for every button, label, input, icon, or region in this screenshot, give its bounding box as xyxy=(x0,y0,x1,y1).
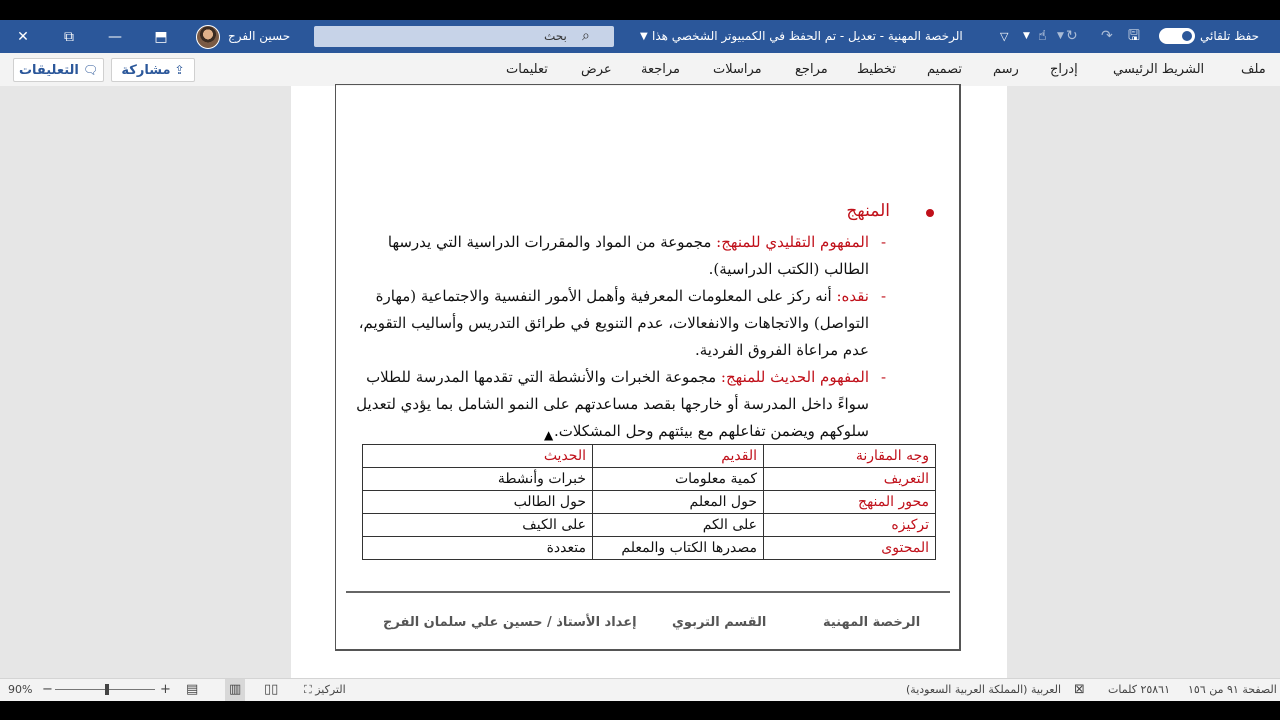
table-cell: حول المعلم xyxy=(593,491,764,514)
paragraph-line: الطالب (الكتب الدراسية). xyxy=(708,260,869,278)
zoom-level[interactable]: 90% xyxy=(8,683,33,696)
paragraph-line: سواءً داخل المدرسة أو خارجها بقصد مساعدتهم على النمو الشامل بما يؤدي لتعديل xyxy=(356,395,869,413)
table-cell: محور المنهج xyxy=(764,491,936,514)
language-status[interactable]: العربية (المملكة العربية السعودية) xyxy=(906,683,1062,696)
read-mode-icon[interactable]: ▯▯ xyxy=(264,682,279,697)
heading: المنهج xyxy=(846,201,890,221)
term-label: المفهوم الحديث للمنهج: xyxy=(720,368,869,386)
table-cell: مصدرها الكتاب والمعلم xyxy=(593,537,764,560)
table-cell: حول الطالب xyxy=(363,491,593,514)
tab-mailings[interactable]: مراسلات xyxy=(713,62,762,77)
table-row xyxy=(363,491,936,514)
word-count[interactable]: ٢٥٨٦١ كلمات xyxy=(1108,683,1170,696)
dropdown-arrow-icon[interactable]: ▼ xyxy=(1023,31,1030,41)
table-header: القديم xyxy=(593,445,764,468)
undo-icon[interactable]: ↷ xyxy=(1101,28,1113,44)
bullet-icon xyxy=(926,209,934,217)
comment-icon: 🗨 xyxy=(82,63,99,77)
title-bar xyxy=(0,20,1280,53)
table-row xyxy=(363,537,936,560)
zoom-slider-thumb[interactable] xyxy=(105,684,109,695)
text: مجموعة من المواد والمقررات الدراسية التي يدرسها xyxy=(387,233,717,251)
tab-draw[interactable]: رسم xyxy=(993,62,1019,77)
tab-layout[interactable]: تخطيط xyxy=(857,62,896,77)
autosave-label: حفظ تلقائي xyxy=(1200,29,1260,43)
ribbon-tabs xyxy=(0,53,1280,87)
close-icon[interactable]: ✕ xyxy=(17,28,29,45)
minimize-icon[interactable]: — xyxy=(108,28,122,45)
table-row xyxy=(363,514,936,537)
table-cell: على الكم xyxy=(593,514,764,537)
table-cell: كمية معلومات xyxy=(593,468,764,491)
page-number[interactable]: الصفحة ٩١ من ١٥٦ xyxy=(1188,683,1277,696)
zoom-in-icon[interactable]: + xyxy=(160,682,171,697)
paragraph-line xyxy=(388,229,869,255)
dash-icon: - xyxy=(881,287,887,305)
proofing-icon[interactable]: ⊠ xyxy=(1074,682,1085,697)
paragraph-line: سلوكهم ويضمن تفاعلهم مع بيئتهم وحل المشكلات. xyxy=(553,422,869,440)
tab-home[interactable]: الشريط الرئيسي xyxy=(1113,62,1205,77)
table-cell: التعريف xyxy=(764,468,936,491)
dash-icon: - xyxy=(881,233,887,251)
table-row xyxy=(363,468,936,491)
focus-label: التركيز xyxy=(315,683,346,696)
footer-title: الرخصة المهنية xyxy=(823,615,921,630)
paragraph-line: عدم مراعاة الفروق الفردية. xyxy=(694,341,869,359)
autosave-toggle[interactable] xyxy=(1159,28,1195,44)
tab-file[interactable]: ملف xyxy=(1241,62,1266,77)
table-cell: المحتوى xyxy=(764,537,936,560)
toggle-knob xyxy=(1182,31,1192,41)
comparison-table xyxy=(362,444,936,560)
table-header-row xyxy=(363,445,936,468)
tab-insert[interactable]: إدراج xyxy=(1050,62,1078,77)
save-icon[interactable]: 🖫 xyxy=(1128,28,1140,44)
search-input[interactable] xyxy=(314,26,614,47)
text: مجموعة الخبرات والأنشطة التي تقدمها المدرسة للطلاب xyxy=(366,368,721,386)
document-workspace xyxy=(0,86,1280,678)
tab-review[interactable]: مراجعة xyxy=(641,62,681,77)
chevron-down-icon[interactable]: ▼ xyxy=(640,31,648,42)
share-icon: ⇪ xyxy=(174,63,185,77)
zoom-out-icon[interactable]: − xyxy=(42,682,53,697)
term-label: المفهوم التقليدي للمنهج: xyxy=(716,233,869,251)
document-title: الرخصة المهنية - تعديل - تم الحفظ في الكمبيوتر الشخصي هذا xyxy=(652,29,963,43)
customize-qat-icon[interactable]: ▽ xyxy=(1000,30,1009,43)
tab-references[interactable]: مراجع xyxy=(795,62,828,77)
comments-button[interactable] xyxy=(13,58,104,82)
web-layout-icon[interactable]: ▤ xyxy=(186,682,199,697)
document-page[interactable] xyxy=(291,86,1007,678)
table-cell: تركيزه xyxy=(764,514,936,537)
tab-help[interactable]: تعليمات xyxy=(506,62,548,77)
focus-icon: ⛶ xyxy=(304,683,312,696)
footer-department: القسم التربوي xyxy=(672,615,767,630)
user-name[interactable]: حسين الفرج xyxy=(228,29,291,43)
table-header: وجه المقارنة xyxy=(764,445,936,468)
search-placeholder: بحث xyxy=(544,29,567,43)
table-header: الحديث xyxy=(363,445,593,468)
status-bar xyxy=(0,678,1280,701)
term-label: نقده: xyxy=(836,287,869,305)
footer-author: إعداد الأستاذ / حسين علي سلمان الفرج xyxy=(383,615,637,630)
print-layout-icon[interactable]: ▥ xyxy=(225,679,245,701)
dash-icon: - xyxy=(881,368,887,386)
search-icon: ⌕ xyxy=(582,28,590,44)
table-cell: خبرات وأنشطة xyxy=(363,468,593,491)
comments-label: التعليقات xyxy=(18,62,79,78)
tab-design[interactable]: تصميم xyxy=(927,62,962,77)
avatar[interactable] xyxy=(196,25,220,49)
share-label: مشاركة xyxy=(121,62,171,78)
mouse-cursor-icon: ▲ xyxy=(544,428,554,442)
dropdown-arrow-icon: ▼ xyxy=(1057,31,1064,41)
paragraph-line xyxy=(366,364,869,390)
share-button[interactable] xyxy=(111,58,195,82)
table-cell: متعددة xyxy=(363,537,593,560)
ribbon-display-options-icon[interactable]: ⬒ xyxy=(154,28,168,45)
tab-view[interactable]: عرض xyxy=(581,62,612,77)
focus-button[interactable] xyxy=(304,679,346,701)
paragraph-line: التواصل) والاتجاهات والانفعالات، عدم التنويع في طرائق التدريس وأساليب التقويم، xyxy=(358,314,869,332)
table-cell: على الكيف xyxy=(363,514,593,537)
paragraph-line xyxy=(376,283,869,309)
redo-icon[interactable]: ↻ xyxy=(1066,28,1078,44)
restore-icon[interactable]: ⧉ xyxy=(64,28,74,45)
touch-mode-icon[interactable]: ☝ xyxy=(1038,28,1047,44)
footer-divider xyxy=(346,591,950,593)
text: أنه ركز على المعلومات المعرفية وأهمل الأمور النفسية والاجتماعية (مهارة xyxy=(375,287,837,305)
